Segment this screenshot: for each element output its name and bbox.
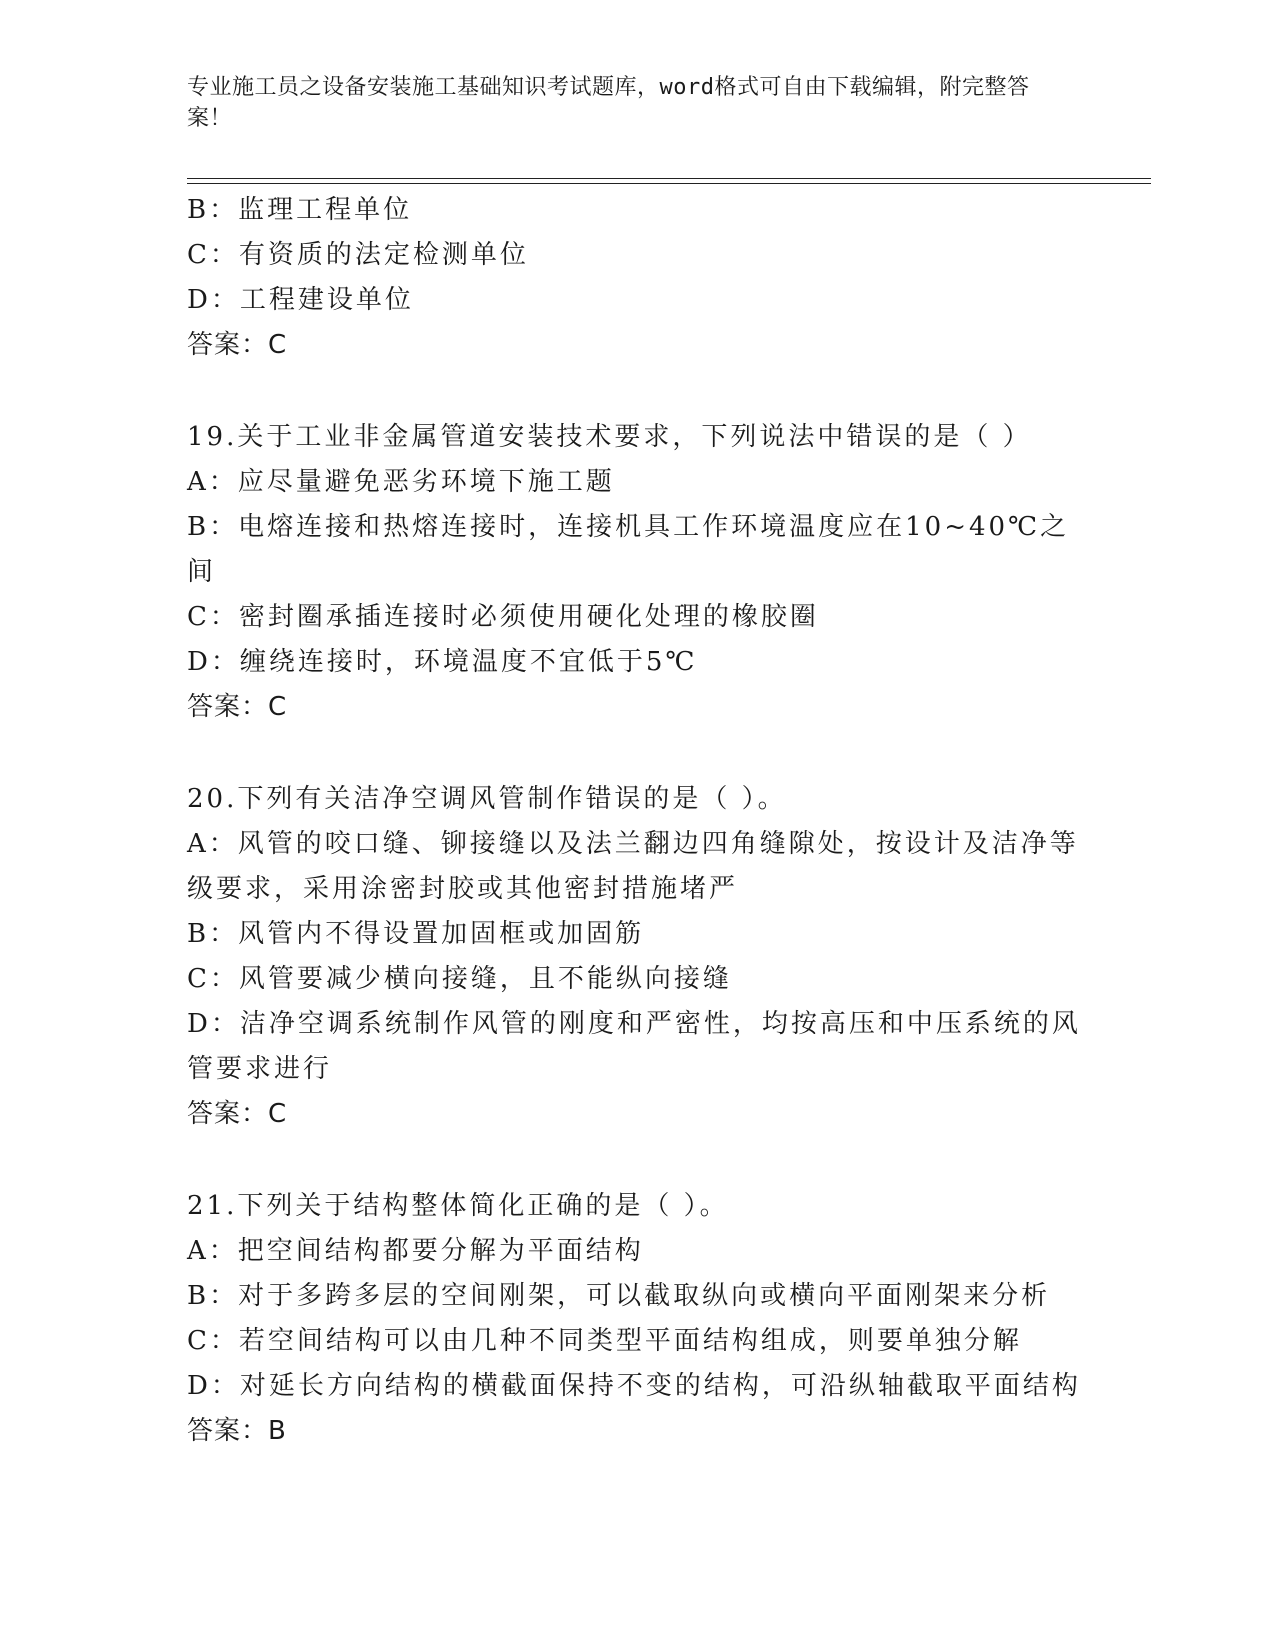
answer-line: 答案：B — [187, 1416, 287, 1446]
answer-line: 答案：C — [187, 330, 288, 360]
option-a: A：把空间结构都要分解为平面结构 — [187, 1236, 644, 1266]
question-stem: 19.关于工业非金属管道安装技术要求，下列说法中错误的是（ ） — [187, 422, 1032, 452]
question-block-21 — [187, 1184, 1087, 1454]
option-c: C：密封圈承插连接时必须使用硬化处理的橡胶圈 — [187, 602, 819, 632]
option-c: C：有资质的法定检测单位 — [187, 240, 529, 270]
header-divider-top — [187, 178, 1151, 179]
option-d: D：工程建设单位 — [187, 285, 414, 315]
question-block-18 — [187, 188, 1087, 368]
option-d: D：缠绕连接时，环境温度不宜低于5℃ — [187, 647, 698, 677]
question-list — [187, 188, 1087, 1454]
option-d: D：对延长方向结构的横截面保持不变的结构，可沿纵轴截取平面结构 — [187, 1371, 1081, 1401]
header-text: 专业施工员之设备安装施工基础知识考试题库，word格式可自由下载编辑，附完整答案！ — [187, 75, 1030, 131]
option-c: C：若空间结构可以由几种不同类型平面结构组成，则要单独分解 — [187, 1326, 1022, 1356]
question-stem: 20.下列有关洁净空调风管制作错误的是（ ）。 — [187, 784, 787, 814]
option-b: B：电熔连接和热熔连接时，连接机具工作环境温度应在10~40℃之间 — [187, 512, 1070, 587]
option-b: B：监理工程单位 — [187, 195, 413, 225]
option-c: C：风管要减少横向接缝，且不能纵向接缝 — [187, 964, 732, 994]
answer-line: 答案：C — [187, 692, 288, 722]
option-a: A：风管的咬口缝、铆接缝以及法兰翻边四角缝隙处，按设计及洁净等级要求，采用涂密封胶或其他密封措施堵严 — [187, 829, 1079, 904]
question-block-19 — [187, 415, 1087, 730]
answer-line: 答案：C — [187, 1099, 288, 1129]
question-stem: 21.下列关于结构整体简化正确的是（ ）。 — [187, 1191, 729, 1221]
option-a: A：应尽量避免恶劣环境下施工题 — [187, 467, 615, 497]
question-block-20 — [187, 777, 1087, 1137]
document-header — [187, 72, 1067, 134]
option-d: D：洁净空调系统制作风管的刚度和严密性，均按高压和中压系统的风管要求进行 — [187, 1009, 1081, 1084]
option-b: B：风管内不得设置加固框或加固筋 — [187, 919, 645, 949]
option-b: B：对于多跨多层的空间刚架，可以截取纵向或横向平面刚架来分析 — [187, 1281, 1051, 1311]
header-divider-bottom — [187, 183, 1151, 184]
